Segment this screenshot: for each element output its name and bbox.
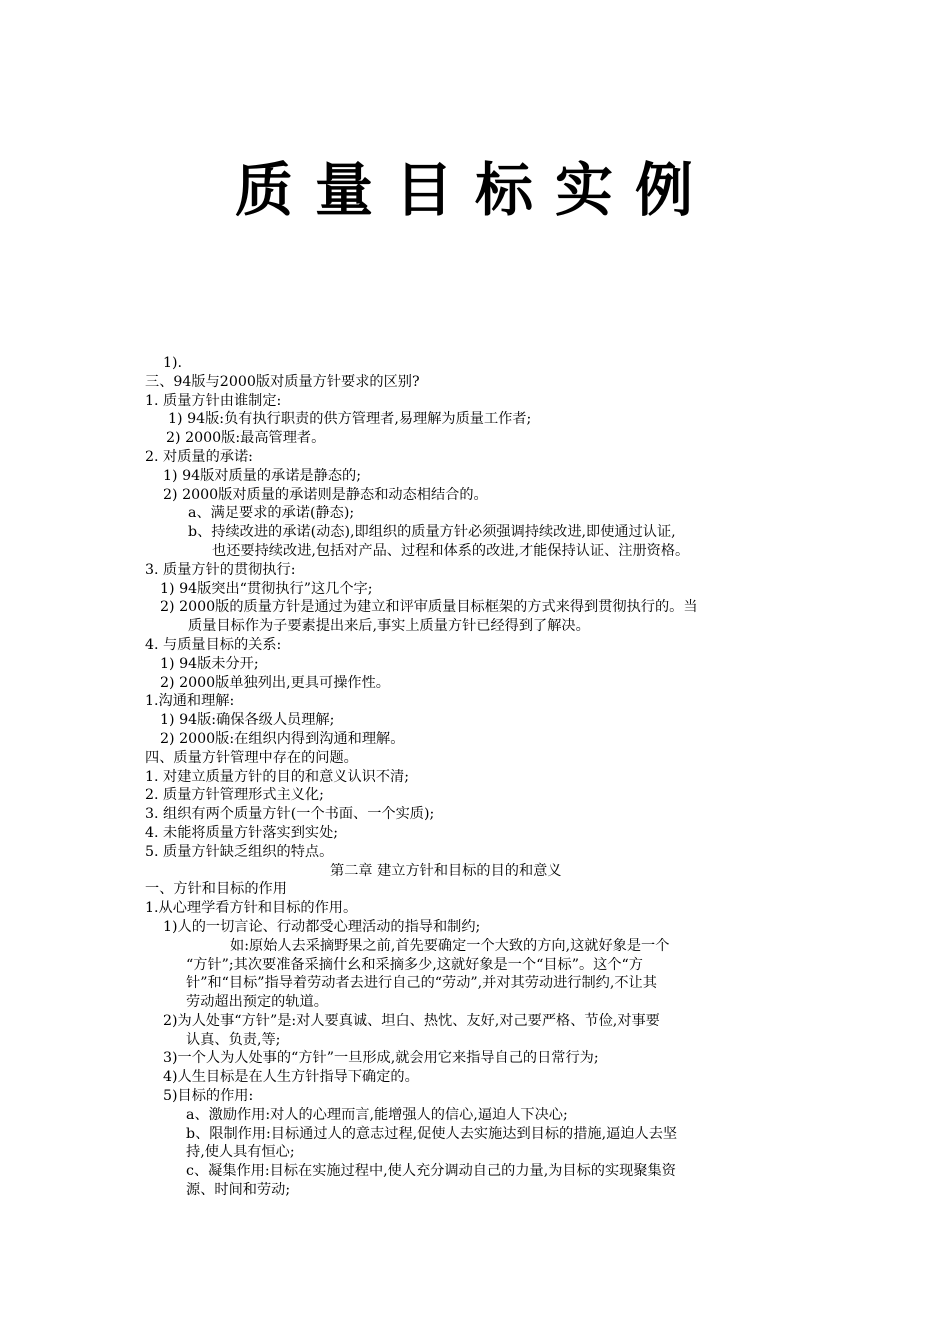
- line-text: 源、时间和劳动;: [186, 1182, 291, 1199]
- document-title: 质量目标实例: [234, 156, 715, 224]
- text-line: [0, 692, 950, 711]
- text-line: [0, 974, 950, 993]
- text-line: [0, 617, 950, 636]
- text-line: [0, 504, 950, 523]
- text-line: [0, 918, 950, 937]
- line-text: 认真、负责,等;: [186, 1031, 281, 1048]
- line-text: 针”和“目标”指导着劳动者去进行自己的“劳动”,并对其劳动进行制约,不让其: [186, 975, 657, 992]
- text-line: [0, 354, 950, 373]
- line-text: 如:原始人去采摘野果之前,首先要确定一个大致的方向,这就好象是一个: [230, 937, 670, 954]
- text-line: [0, 1012, 950, 1031]
- line-text: 2) 2000版:最高管理者。: [166, 430, 326, 447]
- text-line: [0, 655, 950, 674]
- text-line: [0, 598, 950, 617]
- text-line: [0, 1125, 950, 1144]
- text-line: [0, 561, 950, 580]
- line-text: 1).: [163, 355, 183, 371]
- text-line: [0, 786, 950, 805]
- text-line: [0, 993, 950, 1012]
- text-line: [0, 410, 950, 429]
- line-text: b、限制作用:目标通过人的意志过程,促使人去实施达到目标的措施,逼迫人去坚: [186, 1125, 678, 1142]
- line-text: 4)人生目标是在人生方针指导下确定的。: [163, 1069, 419, 1086]
- text-line: [0, 580, 950, 599]
- line-text: 2) 2000版对质量的承诺则是静态和动态相结合的。: [163, 486, 488, 503]
- text-line: [0, 542, 950, 561]
- line-text: 5)目标的作用:: [163, 1088, 254, 1105]
- line-text: 质量目标作为子要素提出来后,事实上质量方针已经得到了解决。: [188, 618, 590, 635]
- text-line: [0, 730, 950, 749]
- line-text: 第二章 建立方针和目标的目的和意义: [330, 862, 562, 879]
- text-line: [0, 805, 950, 824]
- text-line: [0, 1068, 950, 1087]
- line-text: b、持续改进的承诺(动态),即组织的质量方针必须强调持续改进,即使通过认证,: [188, 524, 676, 541]
- line-text: 4. 未能将质量方针落实到实处;: [145, 824, 339, 841]
- line-text: 2) 2000版的质量方针是通过为建立和评审质量目标框架的方式来得到贯彻执行的。当: [160, 599, 698, 616]
- text-line: [0, 1162, 950, 1181]
- line-text: 1)人的一切言论、行动都受心理活动的指导和制约;: [163, 918, 481, 935]
- line-text: 2. 质量方针管理形式主义化;: [145, 787, 324, 804]
- line-text: 三、94版与2000版对质量方针要求的区别?: [145, 373, 420, 390]
- line-text: c、凝集作用:目标在实施过程中,使人充分调动自己的力量,为目标的实现聚集资: [186, 1163, 676, 1180]
- text-line: [0, 1181, 950, 1200]
- line-text: 5. 质量方针缺乏组织的特点。: [145, 843, 334, 860]
- line-text: 2) 2000版单独列出,更具可操作性。: [160, 674, 390, 691]
- text-line: [0, 486, 950, 505]
- line-text: 1) 94版对质量的承诺是静态的;: [163, 467, 361, 484]
- text-line: [0, 1049, 950, 1068]
- text-line: [0, 862, 950, 881]
- text-line: [0, 899, 950, 918]
- text-line: [0, 1143, 950, 1162]
- line-text: “方针”;其次要准备采摘什幺和采摘多少,这就好象是一个“目标”。这个“方: [186, 956, 643, 973]
- line-text: 1. 质量方针由谁制定:: [145, 392, 282, 409]
- document-body: [0, 354, 950, 1200]
- text-line: [0, 448, 950, 467]
- line-text: 1.沟通和理解:: [145, 693, 235, 710]
- text-line: [0, 1106, 950, 1125]
- line-text: 一、方针和目标的作用: [145, 881, 287, 898]
- line-text: 2. 对质量的承诺:: [145, 448, 253, 465]
- line-text: 四、质量方针管理中存在的问题。: [145, 749, 358, 766]
- text-line: [0, 956, 950, 975]
- text-line: [0, 674, 950, 693]
- line-text: 3)一个人为人处事的“方针”一旦形成,就会用它来指导自己的日常行为;: [163, 1050, 599, 1067]
- text-line: [0, 1087, 950, 1106]
- text-line: [0, 843, 950, 862]
- text-line: [0, 880, 950, 899]
- text-line: [0, 937, 950, 956]
- line-text: 1) 94版:确保各级人员理解;: [160, 712, 335, 729]
- line-text: 1) 94版突出“贯彻执行”这几个字;: [160, 580, 373, 597]
- text-line: [0, 711, 950, 730]
- line-text: a、激励作用:对人的心理而言,能增强人的信心,逼迫人下决心;: [186, 1106, 568, 1123]
- text-line: [0, 392, 950, 411]
- text-line: [0, 824, 950, 843]
- text-line: [0, 523, 950, 542]
- text-line: [0, 467, 950, 486]
- line-text: 4. 与质量目标的关系:: [145, 636, 282, 653]
- text-line: [0, 429, 950, 448]
- line-text: 持,使人具有恒心;: [186, 1144, 295, 1161]
- line-text: 也还要持续改进,包括对产品、过程和体系的改进,才能保持认证、注册资格。: [212, 542, 690, 559]
- text-line: [0, 636, 950, 655]
- text-line: [0, 373, 950, 392]
- text-line: [0, 768, 950, 787]
- line-text: 3. 组织有两个质量方针(一个书面、一个实质);: [145, 806, 435, 823]
- line-text: 1) 94版:负有执行职责的供方管理者,易理解为质量工作者;: [168, 411, 532, 428]
- line-text: 2) 2000版:在组织内得到沟通和理解。: [160, 730, 405, 747]
- line-text: 1.从心理学看方针和目标的作用。: [145, 900, 358, 917]
- text-line: [0, 749, 950, 768]
- text-line: [0, 1031, 950, 1050]
- line-text: 1) 94版未分开;: [160, 655, 259, 672]
- line-text: 3. 质量方针的贯彻执行:: [145, 561, 296, 578]
- line-text: 2)为人处事“方针”是:对人要真诚、坦白、热忱、友好,对己要严格、节俭,对事要: [163, 1012, 660, 1029]
- line-text: 劳动超出预定的轨道。: [186, 994, 328, 1011]
- line-text: 1. 对建立质量方针的目的和意义认识不清;: [145, 768, 410, 785]
- line-text: a、满足要求的承诺(静态);: [188, 505, 355, 522]
